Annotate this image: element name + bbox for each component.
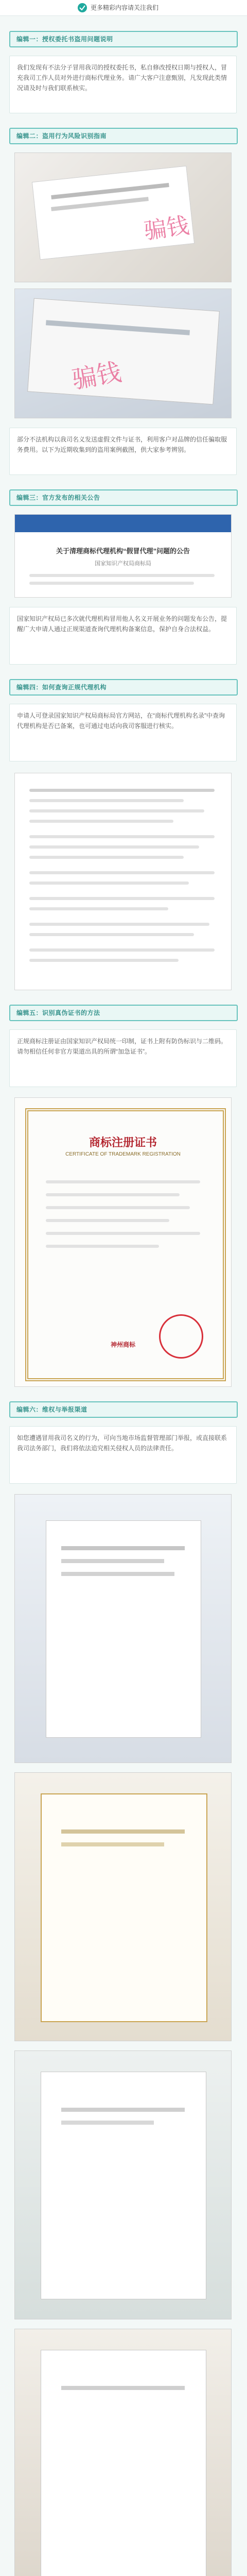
evidence-photo-5	[14, 2050, 232, 2319]
certificate-image: 商标注册证书 CERTIFICATE OF TRADEMARK REGISTRATION 神州商标	[14, 1097, 232, 1387]
section-text-1: 我们发现有不法分子冒用我司的授权委托书，私自修改授权日期与授权人，冒充我司工作人员对外进行商标代理业务。请广大客户注意甄别，凡发现此类情况请及时与我们联系核实。	[9, 56, 237, 113]
evidence-photo-6	[14, 2329, 232, 2576]
section-banner-4: 编辑四：如何查询正规代理机构	[9, 679, 238, 696]
section-banner-5: 编辑五：识别真伪证书的方法	[9, 1005, 238, 1021]
section-text-2: 部分不法机构以我司名义发送虚假文件与证书，利用客户对品牌的信任骗取服务费用。以下为近期收集到的盗用案例截图，供大家参考辨别。	[9, 428, 237, 475]
section-banner-2: 编辑二：盗用行为风险识别指南	[9, 128, 238, 144]
evidence-photo-2	[14, 289, 232, 418]
brand-logo-icon	[77, 3, 87, 13]
query-result-screenshot	[14, 773, 232, 990]
section-banner-1: 编辑一：授权委托书盗用问题说明	[9, 31, 238, 47]
section-text-4: 申请人可登录国家知识产权局商标局官方网站，在“商标代理机构名录”中查询代理机构是否已备案，也可通过电话向我司客服进行核实。	[9, 704, 237, 761]
evidence-photo-3	[14, 1494, 232, 1763]
watermark-text: 骗钱	[142, 212, 191, 245]
header-title: 更多精彩内容请关注我们	[91, 4, 159, 11]
section-banner-6: 编辑六：维权与举报渠道	[9, 1401, 238, 1418]
seal-stamp	[159, 1314, 203, 1359]
section-text-6: 如您遭遇冒用我司名义的行为，可向当地市场监督管理部门举报，或直接联系我司法务部门，我们将依法追究相关侵权人员的法律责任。	[9, 1426, 237, 1484]
section-text-3: 国家知识产权局已多次就代理机构冒用他人名义开展业务的问题发布公告，提醒广大申请人通过正规渠道查询代理机构备案信息，保护自身合法权益。	[9, 607, 237, 665]
official-notice-screenshot: 关于清理商标代理机构“假冒代理”问题的公告 国家知识产权局商标局	[14, 514, 232, 598]
evidence-photo-4	[14, 1772, 232, 2041]
top-bar	[0, 0, 247, 16]
evidence-photo-1	[14, 152, 232, 282]
watermark-text: 骗钱	[69, 358, 123, 395]
section-text-5: 正规商标注册证由国家知识产权局统一印制，证书上附有防伪标识与二维码。请勿相信任何非官方渠道出具的所谓“加急证书”。	[9, 1029, 237, 1087]
section-banner-3: 编辑三：官方发布的相关公告	[9, 489, 238, 506]
